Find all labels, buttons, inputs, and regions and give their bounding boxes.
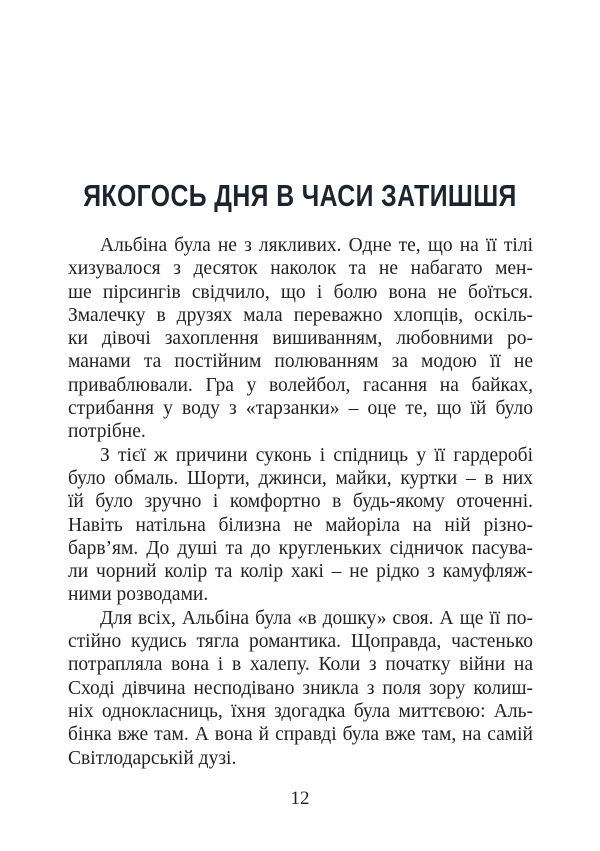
text-line: З тієї ж причини суконь і спідниць у її гардеробі: [100, 444, 533, 466]
text-line: потрібне.: [68, 421, 146, 443]
text-line: потрапляла вона і в халепу. Коли з початку війни на: [68, 654, 533, 676]
text-line: Альбіна була не з лякливих. Одне те, що на її тілі: [100, 235, 533, 256]
text-line: бінка вже там. А вона й справді була вже там, на самій: [68, 724, 533, 746]
text-line: Навіть натільна білизна не майоріла на ній різно-: [68, 514, 533, 536]
text-line: було обмаль. Шорти, джинси, майки, куртки – в них: [68, 467, 533, 489]
page-number: 12: [290, 788, 310, 809]
text-line: Світлодарській дузі.: [68, 747, 237, 769]
text-line: Змалечку в друзях мала переважно хлопців, оскіль-: [68, 304, 533, 326]
text-line: приваблювали. Гра у волейбол, гасання на байках,: [68, 374, 533, 396]
paragraph: [68, 234, 533, 444]
text-line: стрибання у воду з «тарзанки» – оце те, що їй було: [68, 398, 533, 420]
paragraph: [68, 607, 533, 770]
text-line: ніх однокласниць, їхня здогадка була миттєвою: Аль-: [68, 700, 533, 722]
text-line: Сході дівчина несподівано зникла з поля зору колиш-: [68, 677, 533, 699]
text-line: Для всіх, Альбіна була «в дошку» своя. А ще її по-: [100, 607, 533, 629]
text-line: ними розводами.: [68, 584, 209, 606]
text-line: їй було зручно і комфортно в будь-якому оточенні.: [68, 491, 533, 513]
text-line: барв’ям. До душі та до кругленьких сідничок пасува-: [68, 537, 533, 559]
text-line: ше пірсингів свідчило, що і болю вона не боїться.: [68, 281, 533, 303]
text-line: хизувалося з десяток наколок та не набагато мен-: [68, 258, 533, 280]
text-line: стійно кудись тягла романтика. Щоправда, частенько: [68, 631, 533, 653]
text-line: ли чорний колір та колір хакі – не рідко з камуфляж-: [68, 561, 533, 583]
chapter-body: [68, 234, 533, 770]
text-line: манами та постійним полюванням за модою її не: [68, 351, 533, 373]
text-line: ки дівочі захоплення вишиванням, любовними ро-: [68, 328, 533, 350]
chapter-title: ЯКОГОСЬ ДНЯ В ЧАСИ ЗАТИШШЯ: [83, 178, 517, 213]
paragraph: [68, 444, 533, 607]
